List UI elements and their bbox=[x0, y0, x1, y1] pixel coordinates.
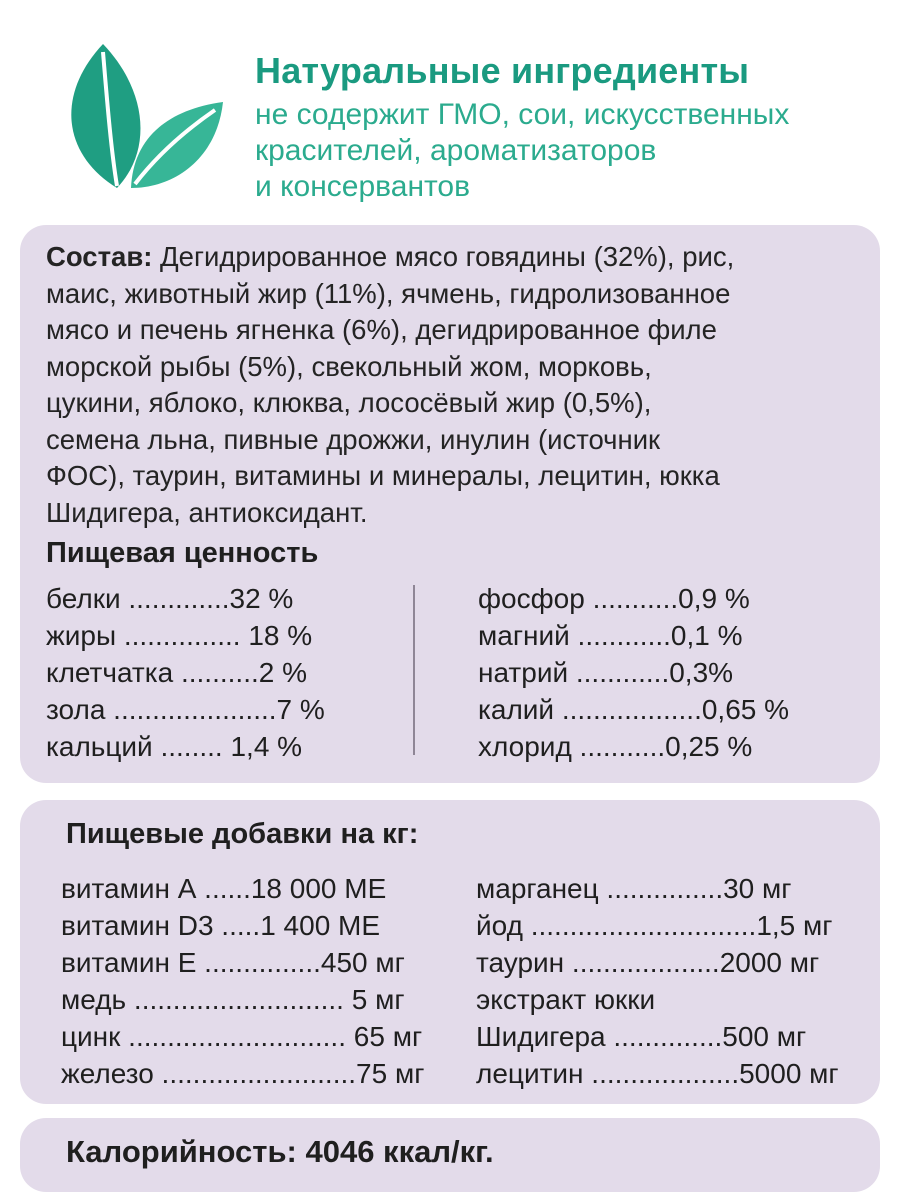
additives-left-list bbox=[61, 870, 424, 1092]
nutrition-row: калий ..................0,65 % bbox=[478, 694, 790, 725]
additives-right-list bbox=[476, 870, 839, 1092]
nutrition-row: хлорид ...........0,25 % bbox=[478, 731, 753, 762]
nutrition-row: зола .....................7 % bbox=[46, 694, 325, 725]
nutrition-row: клетчатка ..........2 % bbox=[46, 657, 307, 688]
additive-row: таурин ...................2000 мг bbox=[476, 947, 820, 978]
composition-line: маис, животный жир (11%), ячмень, гидролизованное bbox=[46, 277, 731, 309]
nutrition-left-list bbox=[46, 580, 325, 765]
composition-line: семена льна, пивные дрожжи, инулин (источник bbox=[46, 423, 661, 455]
additive-row: лецитин ...................5000 мг bbox=[476, 1058, 839, 1089]
subtitle-line: не содержит ГМО, сои, искусственных bbox=[255, 98, 790, 131]
composition-line: цукини, яблоко, клюква, лососёвый жир (0,5%), bbox=[46, 387, 652, 418]
composition-line: мясо и печень ягненка (6%), дегидрированное филе bbox=[46, 314, 717, 345]
additive-row: экстракт юкки bbox=[476, 984, 656, 1015]
nutrition-row: натрий ............0,3% bbox=[478, 657, 734, 688]
composition-panel bbox=[20, 225, 880, 783]
nutrition-row: жиры ............... 18 % bbox=[46, 620, 313, 651]
additive-row: медь ........................... 5 мг bbox=[61, 984, 405, 1015]
additive-row: железо .........................75 мг bbox=[61, 1058, 425, 1089]
composition-label: Состав: bbox=[46, 241, 153, 272]
composition-line bbox=[46, 239, 866, 276]
composition-text bbox=[46, 239, 866, 531]
additive-row: витамин D3 .....1 400 МЕ bbox=[61, 910, 381, 941]
composition-line: Шидигера, антиоксидант. bbox=[46, 496, 368, 528]
composition-line: морской рыбы (5%), свекольный жом, морковь, bbox=[46, 350, 652, 382]
composition-line: ФОС), таурин, витамины и минералы, лецитин, юкка bbox=[46, 460, 720, 491]
additive-row: Шидигера ..............500 мг bbox=[476, 1021, 807, 1052]
additives-panel bbox=[20, 800, 880, 1104]
nutrition-row: магний ............0,1 % bbox=[478, 620, 743, 651]
additive-row: йод .............................1,5 мг bbox=[476, 910, 833, 941]
header bbox=[0, 0, 900, 215]
calories-text: Калорийность: 4046 ккал/кг. bbox=[66, 1134, 494, 1169]
composition-line-text: Дегидрированное мясо говядины (32%), рис, bbox=[152, 241, 735, 272]
subtitle-line: красителей, ароматизаторов bbox=[255, 134, 657, 167]
additives-title: Пищевые добавки на кг: bbox=[66, 818, 419, 850]
nutrition-row: белки .............32 % bbox=[46, 583, 294, 614]
column-divider bbox=[413, 585, 415, 755]
nutrition-title: Пищевая ценность bbox=[46, 537, 319, 569]
additive-row: марганец ...............30 мг bbox=[476, 873, 792, 904]
additive-row: витамин А ......18 000 МЕ bbox=[61, 873, 387, 904]
page-title: Натуральные ингредиенты bbox=[255, 50, 750, 91]
calories-panel bbox=[20, 1118, 880, 1192]
additive-row: витамин Е ...............450 мг bbox=[61, 947, 405, 978]
nutrition-row: кальций ........ 1,4 % bbox=[46, 731, 303, 762]
header-subtitle bbox=[255, 97, 875, 205]
subtitle-line: и консервантов bbox=[255, 170, 471, 203]
leaves-icon bbox=[55, 40, 225, 190]
nutrition-right-list bbox=[478, 580, 789, 765]
nutrition-row: фосфор ...........0,9 % bbox=[478, 583, 750, 614]
additive-row: цинк ............................ 65 мг bbox=[61, 1021, 423, 1052]
